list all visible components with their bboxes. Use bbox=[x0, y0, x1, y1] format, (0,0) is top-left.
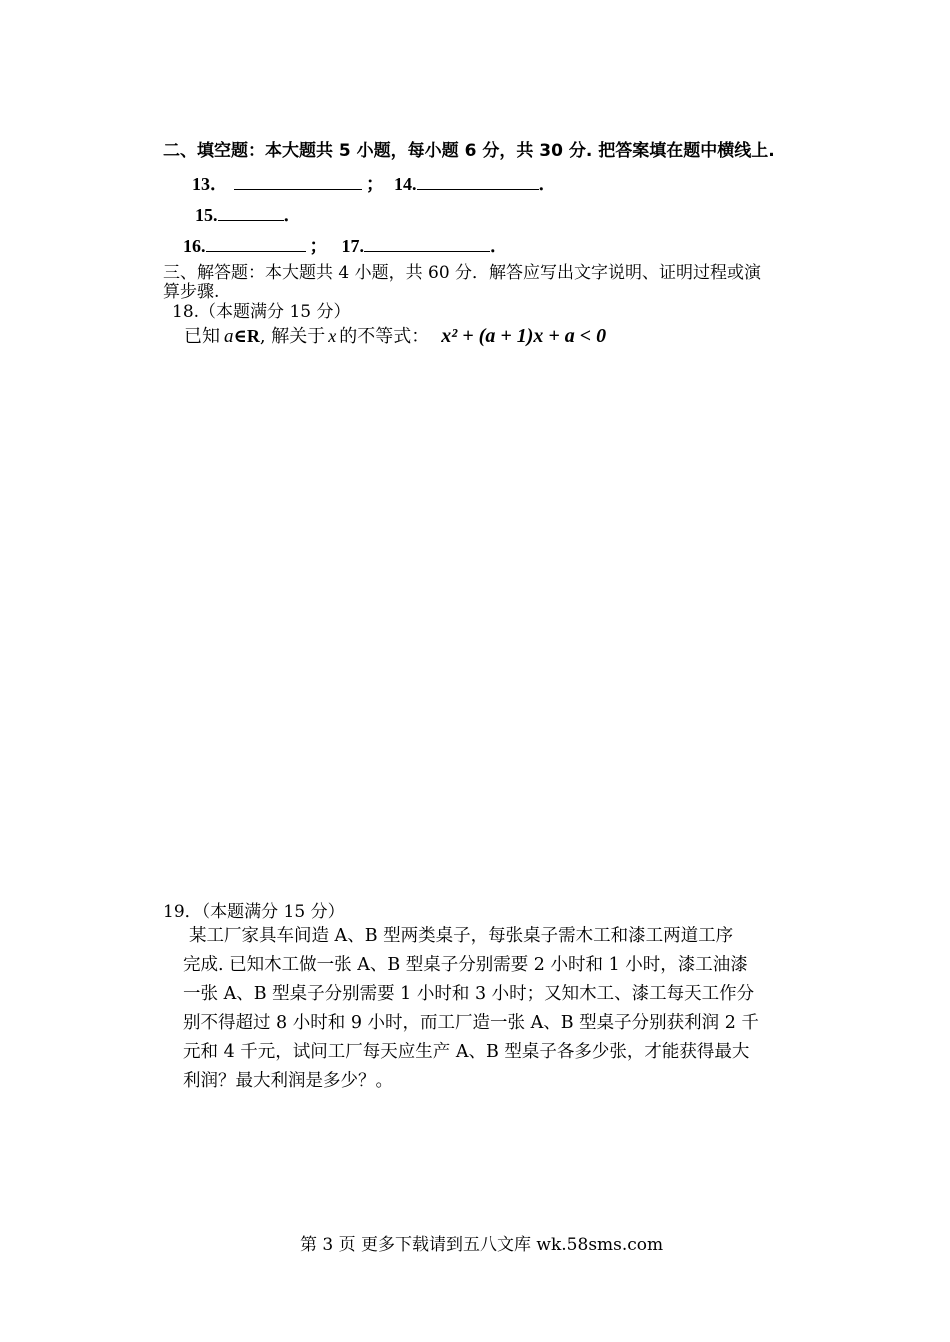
q16-label: 16. bbox=[183, 236, 206, 256]
separator: ； bbox=[309, 236, 328, 256]
q19-line: 一张 A、B 型桌子分别需要 1 小时和 3 小时；又知木工、漆工每天工作分 bbox=[183, 984, 755, 1004]
q17-answer-line bbox=[364, 235, 490, 252]
q16-answer-line bbox=[206, 235, 306, 252]
section2-heading: 二、填空题：本大题共 5 小题，每小题 6 分，共 30 分. 把答案填在题中横线上. bbox=[163, 141, 775, 161]
period: ． bbox=[283, 205, 302, 225]
q19-line: 某工厂家具车间造 A、B 型两类桌子，每张桌子需木工和漆工两道工序 bbox=[189, 926, 734, 946]
q14-answer-line bbox=[417, 173, 539, 190]
blank-row-13-14 bbox=[192, 170, 557, 196]
q19-line: 利润？最大利润是多少？。 bbox=[183, 1071, 393, 1091]
q19-body bbox=[183, 922, 759, 1096]
q14-label: 14. bbox=[394, 174, 417, 194]
section3-heading-line1: 三、解答题：本大题共 4 小题，共 60 分．解答应写出文字说明、证明过程或演 bbox=[163, 263, 762, 283]
period: ． bbox=[538, 174, 557, 194]
in-R: ∈R bbox=[233, 326, 260, 346]
q17-label: 17. bbox=[341, 236, 364, 256]
q13-label: 13． bbox=[192, 174, 228, 194]
q18-label: 18.（本题满分 15 分） bbox=[172, 302, 351, 322]
period: ． bbox=[490, 236, 508, 256]
q15-label: 15. bbox=[195, 205, 218, 225]
section3-heading-line2: 算步骤. bbox=[163, 282, 220, 302]
q13-answer-line bbox=[234, 173, 362, 190]
q18-formula: x² + (a + 1)x + a < 0 bbox=[441, 325, 607, 347]
q19-label: 19．（本题满分 15 分） bbox=[163, 902, 345, 922]
blank-row-15 bbox=[195, 201, 302, 227]
q18-statement bbox=[184, 322, 606, 348]
q19-line: 完成. 已知木工做一张 A、B 型桌子分别需要 2 小时和 1 小时，漆工油漆 bbox=[183, 955, 748, 975]
var-x: x bbox=[328, 326, 337, 346]
q19-line: 元和 4 千元，试问工厂每天应生产 A、B 型桌子各多少张，才能获得最大 bbox=[183, 1042, 750, 1062]
var-a: a bbox=[224, 326, 234, 347]
q19-line: 别不得超过 8 小时和 9 小时，而工厂造一张 A、B 型桌子分别获利润 2 千 bbox=[183, 1013, 759, 1033]
blank-row-16-17 bbox=[183, 232, 508, 258]
q18-pre: 已知 bbox=[184, 326, 220, 347]
q18-mid: , 解关于 bbox=[259, 326, 326, 347]
page-footer: 第 3 页 更多下载请到五八文库 wk.58sms.com bbox=[300, 1235, 664, 1255]
q18-post: 的不等式： bbox=[339, 326, 430, 347]
q15-answer-line bbox=[218, 204, 284, 221]
separator: ； bbox=[366, 174, 384, 194]
